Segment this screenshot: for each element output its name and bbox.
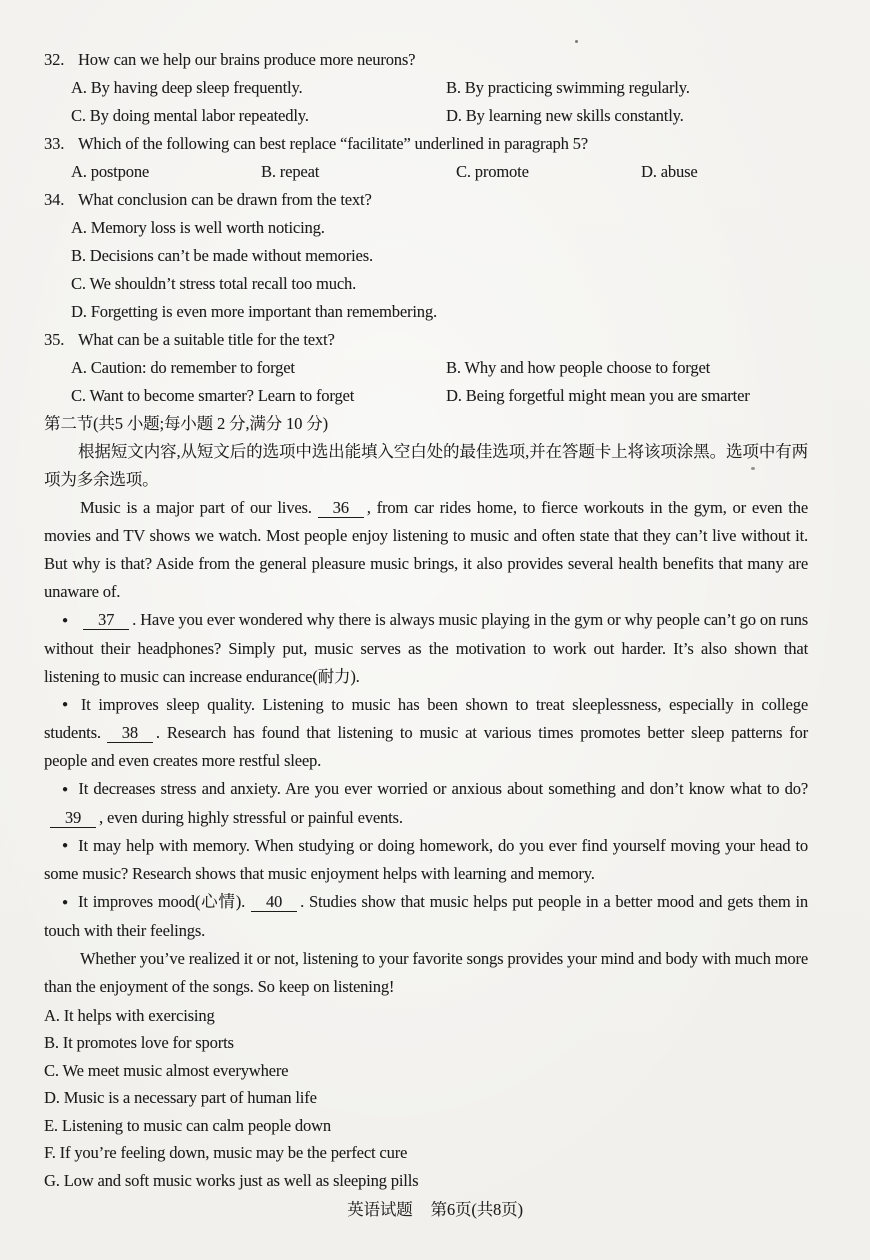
option-a: A. postpone — [71, 162, 150, 181]
mcq-section — [44, 46, 808, 410]
option-b: B. Why and how people choose to forget — [446, 358, 711, 377]
option-c: C. We shouldn’t stress total recall too much. — [71, 274, 357, 293]
passage-paragraph-intro — [44, 494, 808, 606]
bullet-icon: ● — [62, 896, 69, 908]
question-stem — [44, 186, 808, 214]
blank-39: 39 — [50, 808, 96, 828]
passage-paragraph-mood — [44, 888, 808, 945]
blank-37: 37 — [83, 610, 129, 630]
question-32 — [44, 46, 808, 130]
option-c: C. promote — [456, 162, 529, 181]
paragraph-text: . Studies show that music helps put people in a better mood and gets them in touch with their feelings. — [44, 892, 808, 940]
section-instructions: 根据短文内容,从短文后的选项中选出能填入空白处的最佳选项,并在答题卡上将该项涂黑。选项中有两项为多余选项。 — [44, 442, 808, 489]
choice-d: D. Music is a necessary part of human life — [44, 1088, 317, 1107]
cloze-passage — [44, 494, 808, 1194]
bullet-icon: ● — [62, 699, 72, 710]
option-a: A. By having deep sleep frequently. — [71, 78, 303, 97]
question-33 — [44, 130, 808, 186]
paragraph-text: . Have you ever wondered why there is always music playing in the gym or why people can’t go on runs without their headphones? Simply put, music serves as the motivation to work out harder. It’s also shown that listening to music can increase endurance(耐力). — [44, 610, 808, 686]
paragraph-text: . Research has found that listening to music at various times promotes better sleep patterns for people and even creates more restful sleep. — [44, 723, 808, 770]
paragraph-text: It decreases stress and anxiety. Are you ever worried or anxious about something and don’t know what to do? — [78, 779, 808, 798]
paragraph-text: Music is a major part of our lives. — [80, 498, 312, 517]
blank-38: 38 — [107, 723, 153, 743]
cloze-choices — [44, 1002, 808, 1195]
question-34 — [44, 186, 808, 326]
question-stem — [44, 130, 808, 158]
blank-40: 40 — [251, 892, 297, 912]
question-stem — [44, 46, 808, 74]
paragraph-text: It improves sleep quality. Listening to music has been shown to treat sleeplessness, especially in college students. — [44, 694, 809, 742]
question-number: 33. — [44, 134, 65, 153]
footer-page-number: 第6页(共8页) — [430, 1200, 523, 1219]
choice-c: C. We meet music almost everywhere — [44, 1060, 289, 1080]
question-text: What can be a suitable title for the text? — [78, 330, 335, 349]
option-c: C. Want to become smarter? Learn to forget — [71, 386, 355, 405]
page-footer — [0, 1196, 870, 1220]
option-a: A. Memory loss is well worth noticing. — [71, 218, 325, 237]
passage-paragraph-stress — [44, 775, 808, 832]
passage-paragraph-memory — [44, 832, 808, 889]
question-number: 34. — [44, 190, 65, 209]
passage-paragraph-exercise — [44, 606, 808, 691]
option-c: C. By doing mental labor repeatedly. — [71, 106, 309, 125]
scan-speck — [575, 40, 578, 43]
option-b: B. repeat — [261, 162, 320, 181]
paragraph-text: Whether you’ve realized it or not, listening to your favorite songs provides your mind and body with much more than the enjoyment of the songs. So keep on listening! — [44, 948, 808, 996]
passage-paragraph-sleep — [44, 691, 808, 776]
option-b: B. Decisions can’t be made without memories. — [71, 246, 373, 265]
question-35 — [44, 326, 808, 410]
scan-speck — [751, 467, 755, 470]
paragraph-text: , even during highly stressful or painful events. — [99, 807, 403, 827]
choice-a: A. It helps with exercising — [44, 1005, 215, 1025]
options-grid — [71, 158, 808, 186]
bullet-icon: ● — [62, 614, 69, 626]
blank-36: 36 — [318, 498, 364, 518]
question-text: Which of the following can best replace “facilitate” underlined in paragraph 5? — [78, 134, 588, 153]
choice-e: E. Listening to music can calm people down — [44, 1115, 331, 1135]
question-stem — [44, 326, 808, 354]
question-text: What conclusion can be drawn from the text? — [78, 190, 372, 209]
footer-doc-title: 英语试题 — [347, 1200, 413, 1219]
option-a: A. Caution: do remember to forget — [71, 358, 295, 377]
choice-g: G. Low and soft music works just as well as sleeping pills — [44, 1170, 419, 1190]
options-list — [71, 214, 808, 326]
section-two — [44, 410, 808, 494]
choice-b: B. It promotes love for sports — [44, 1033, 234, 1052]
choice-f: F. If you’re feeling down, music may be the perfect cure — [44, 1143, 408, 1162]
option-d: D. abuse — [641, 162, 698, 181]
options-grid — [71, 354, 808, 410]
question-number: 35. — [44, 330, 65, 349]
bullet-icon: ● — [62, 783, 70, 795]
question-number: 32. — [44, 50, 65, 69]
options-grid — [71, 74, 808, 130]
bullet-icon: ● — [62, 840, 70, 851]
option-d: D. Being forgetful might mean you are smarter — [446, 386, 750, 405]
option-b: B. By practicing swimming regularly. — [446, 78, 690, 97]
option-d: D. By learning new skills constantly. — [446, 106, 684, 125]
paragraph-text: It may help with memory. When studying or doing homework, do you ever find yourself moving your head to some music? Research shows that music enjoyment helps with learning and memory. — [44, 835, 808, 883]
paragraph-text: It improves mood(心情). — [78, 892, 246, 911]
section-heading: 第二节(共5 小题;每小题 2 分,满分 10 分) — [44, 414, 328, 433]
option-d: D. Forgetting is even more important than remembering. — [71, 302, 437, 321]
question-text: How can we help our brains produce more neurons? — [78, 50, 416, 69]
paragraph-text: , from car rides home, to fierce workouts in the gym, or even the movies and TV shows we watch. Most people enjoy listening to music and often state that they can’t live without it. But why is that? Aside from the general pleasure music brings, it also provides several health benefits that many are unaware of. — [44, 498, 808, 601]
passage-paragraph-conclusion — [44, 945, 808, 1001]
